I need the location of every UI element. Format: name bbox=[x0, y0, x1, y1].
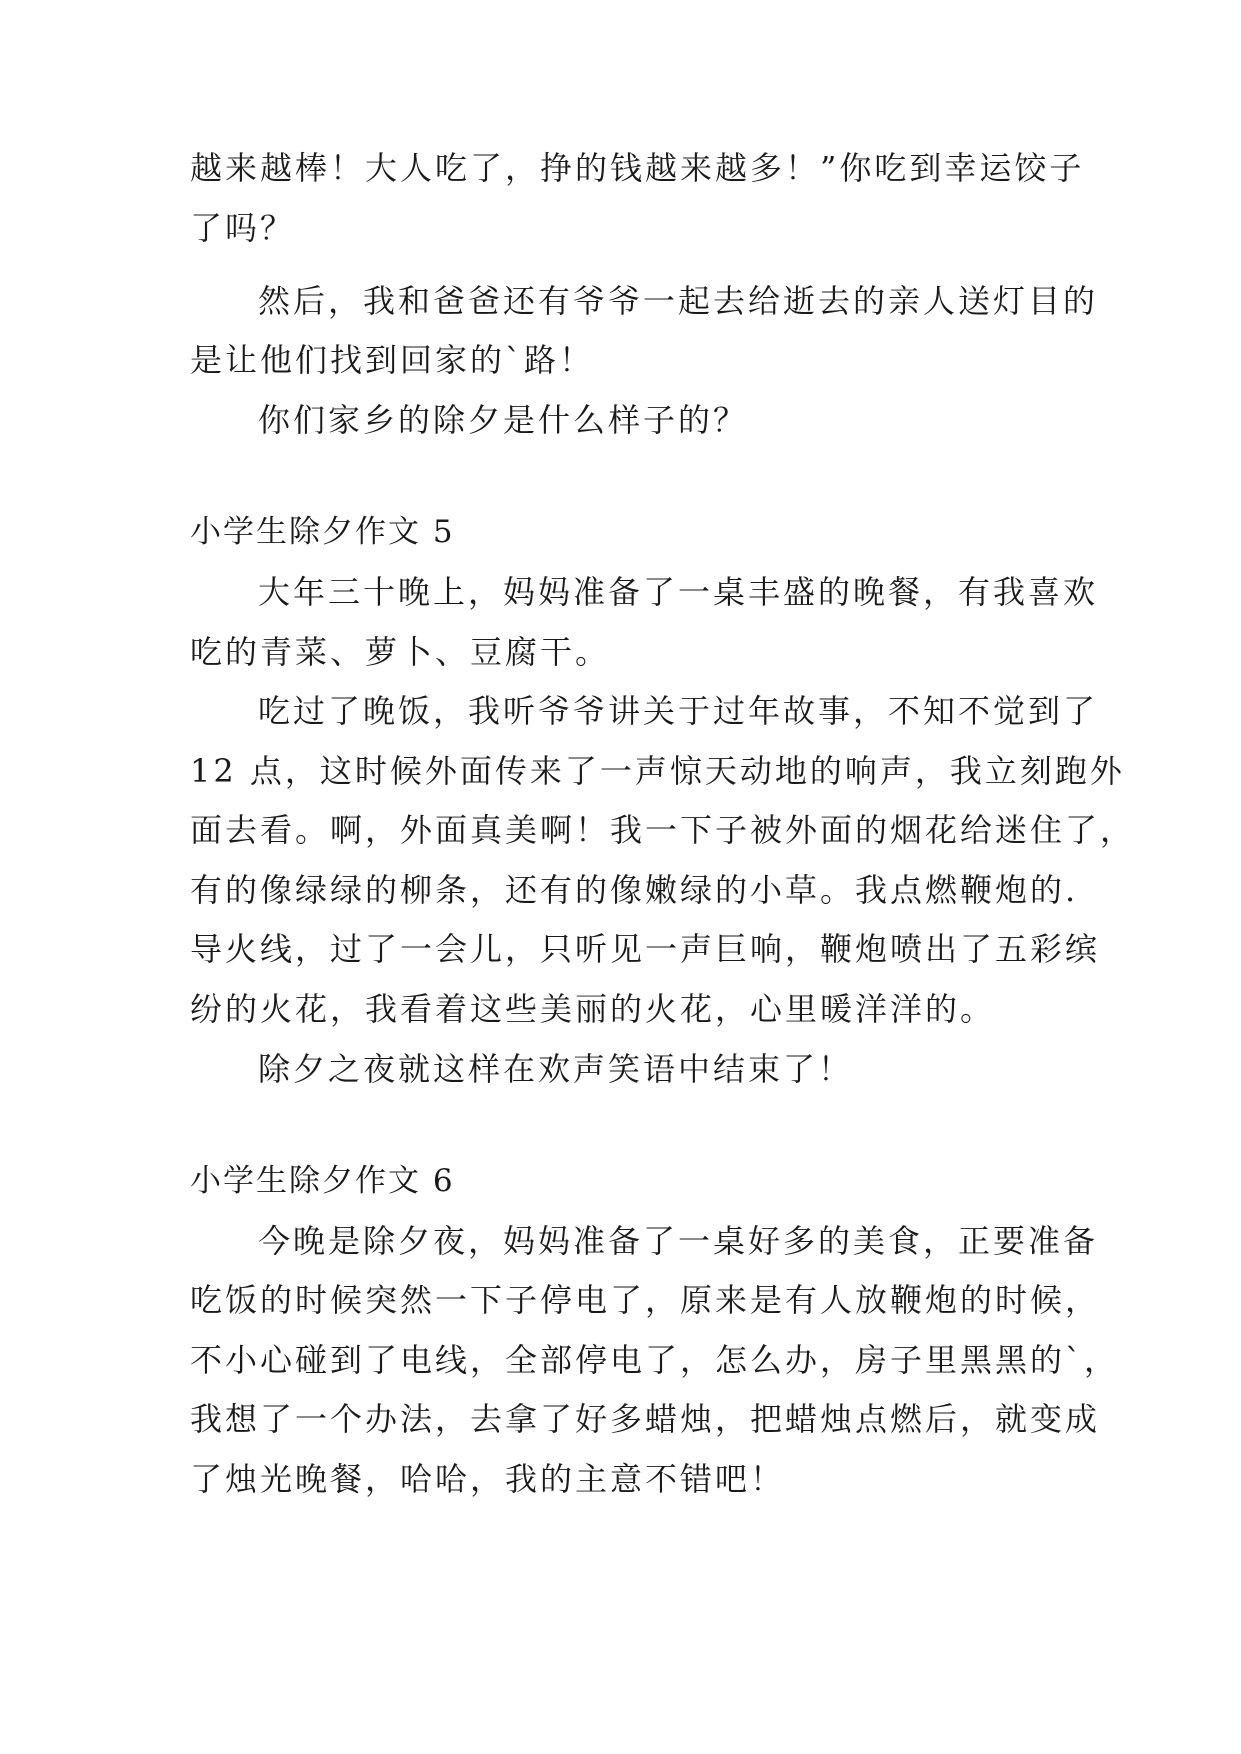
paragraph-line: 是让他们找到回家的`路！ bbox=[190, 341, 595, 379]
paragraph-line: 纷的火花，我看着这些美丽的火花，心里暖洋洋的。 bbox=[190, 990, 996, 1028]
section-heading: 小学生除夕作文 5 bbox=[190, 514, 455, 550]
paragraph-line: 然后，我和爸爸还有爷爷一起去给逝去的亲人送灯目的 bbox=[258, 282, 1099, 320]
paragraph-line: 12 点，这时候外面传来了一声惊天动地的响声，我立刻跑外 bbox=[190, 752, 1125, 790]
paragraph-line: 越来越棒！大人吃了，挣的钱越来越多！”你吃到幸运饺子 bbox=[190, 149, 1085, 187]
paragraph-line: 吃饭的时候突然一下子停电了，原来是有人放鞭炮的时候， bbox=[190, 1281, 1101, 1319]
paragraph-line: 今晚是除夕夜，妈妈准备了一桌好多的美食，正要准备 bbox=[258, 1222, 1099, 1260]
paragraph-line: 不小心碰到了电线，全部停电了，怎么办，房子里黑黑的`， bbox=[190, 1341, 1120, 1379]
paragraph-line: 你们家乡的除夕是什么样子的？ bbox=[258, 401, 749, 439]
paragraph-line: 我想了一个办法，去拿了好多蜡烛，把蜡烛点燃后，就变成 bbox=[190, 1400, 1101, 1438]
paragraph-line: 有的像绿绿的柳条，还有的像嫩绿的小草。我点燃鞭炮的. bbox=[190, 871, 1079, 909]
paragraph-line: 了烛光晚餐，哈哈，我的主意不错吧！ bbox=[190, 1460, 786, 1498]
paragraph-line: 吃的青菜、萝卜、豆腐干。 bbox=[190, 633, 611, 671]
paragraph-line: 导火线，过了一会儿，只听见一声巨响，鞭炮喷出了五彩缤 bbox=[190, 930, 1101, 968]
paragraph-line: 大年三十晚上，妈妈准备了一桌丰盛的晚餐，有我喜欢 bbox=[258, 573, 1099, 611]
paragraph-line: 面去看。啊，外面真美啊！我一下子被外面的烟花给迷住了， bbox=[190, 811, 1136, 849]
section-heading: 小学生除夕作文 6 bbox=[190, 1163, 455, 1199]
paragraph-line: 吃过了晚饭，我听爷爷讲关于过年故事，不知不觉到了 bbox=[258, 692, 1099, 730]
paragraph-line: 了吗？ bbox=[190, 209, 296, 247]
paragraph-line: 除夕之夜就这样在欢声笑语中结束了！ bbox=[258, 1050, 854, 1088]
